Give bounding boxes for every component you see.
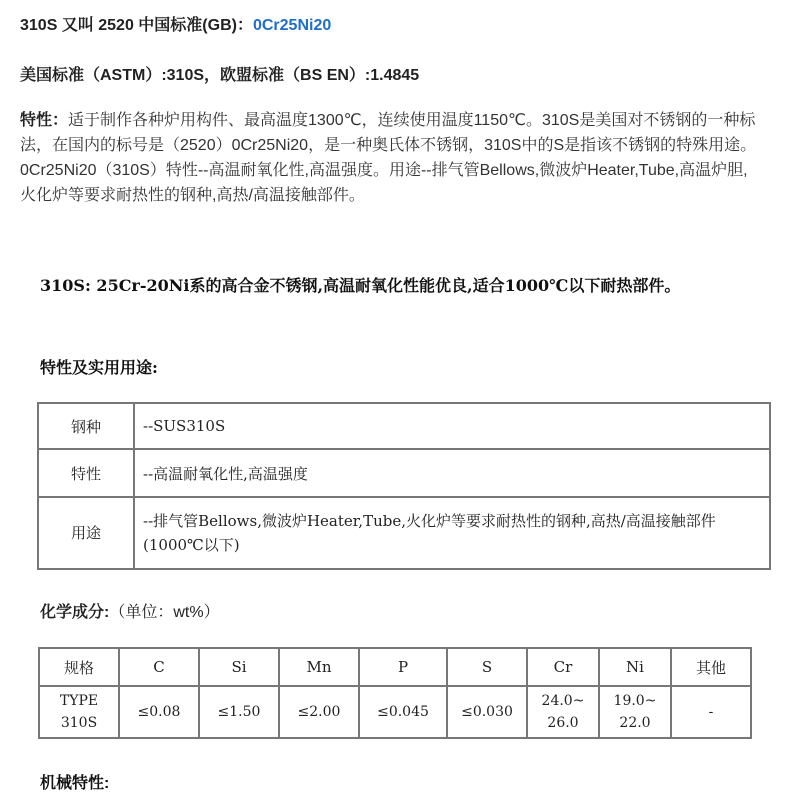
- characteristics-paragraph: [20, 108, 760, 208]
- column-header: S: [447, 648, 527, 686]
- property-value: --SUS310S: [134, 403, 770, 449]
- phosphorus-cell: ≤0.045: [359, 686, 447, 738]
- column-header: 其他: [671, 648, 751, 686]
- grade-designation-text: 310S 又叫 2520 中国标准(GB)：: [20, 17, 253, 34]
- chemical-composition-label: 化学成分:: [40, 604, 110, 621]
- table-row: [38, 449, 770, 497]
- chemical-composition-unit: （单位：wt%）: [109, 604, 220, 621]
- column-header: 规格: [39, 648, 119, 686]
- chemical-composition-table: [38, 647, 752, 739]
- table-header-row: [39, 648, 751, 686]
- column-header: Si: [199, 648, 279, 686]
- table-row: [38, 403, 770, 449]
- property-key: 用途: [38, 497, 134, 569]
- standards-line: 美国标准（ASTM）:310S，欧盟标准（BS EN）:1.4845: [20, 67, 420, 84]
- spec-line-2: 310S: [60, 715, 98, 731]
- column-header: Mn: [279, 648, 359, 686]
- nickel-max: 22.0: [619, 715, 651, 731]
- gb-grade-link[interactable]: 0Cr25Ni20: [252, 17, 332, 34]
- other-cell: -: [671, 686, 751, 738]
- characteristics-label: 特性: [20, 112, 53, 129]
- sulfur-cell: ≤0.030: [447, 686, 527, 738]
- nickel-cell: [599, 686, 671, 738]
- nickel-min: 19.0~: [613, 693, 657, 709]
- chromium-min: 24.0~: [541, 693, 585, 709]
- table-row: [38, 497, 770, 569]
- characteristics-colon: ：: [52, 112, 69, 129]
- summary-heading: 310S: 25Cr-20Ni系的高合金不锈钢,高温耐氧化性能优良,适合1000℃以下耐热部件。: [40, 276, 681, 295]
- property-key: 特性: [38, 449, 134, 497]
- spec-cell: [39, 686, 119, 738]
- column-header: Ni: [599, 648, 671, 686]
- chromium-max: 26.0: [547, 715, 579, 731]
- column-header: C: [119, 648, 199, 686]
- column-header: Cr: [527, 648, 599, 686]
- column-header: P: [359, 648, 447, 686]
- carbon-cell: ≤0.08: [119, 686, 199, 738]
- characteristics-text: 适于制作各种炉用构件、最高温度1300℃，连续使用温度1150℃。310S是美国对不锈钢的一种标法，在国内的标号是（2520）0Cr25Ni20，是一种奥氏体不锈钢，310S中的S是指该不锈钢的特殊用途。0Cr25Ni20（310S）特性--高温耐氧化性,高温强度。用途--排气管Bellows,微波炉Heater,Tube,高温炉胆,火化炉等要求耐热性的钢种,高热/高温接触部件。: [20, 112, 757, 204]
- usage-heading: 特性及实用用途:: [40, 358, 158, 377]
- mechanical-properties-heading: 机械特性:: [40, 775, 110, 792]
- grade-designation-line: [20, 12, 331, 35]
- spec-line-1: TYPE: [59, 693, 99, 709]
- chemical-composition-heading: [40, 599, 220, 622]
- property-value: --高温耐氧化性,高温强度: [134, 449, 770, 497]
- table-row: [39, 686, 751, 738]
- property-value: --排气管Bellows,微波炉Heater,Tube,火化炉等要求耐热性的钢种,高热/高温接触部件(1000℃以下): [134, 497, 770, 569]
- property-key: 钢种: [38, 403, 134, 449]
- properties-table: [37, 402, 771, 570]
- chromium-cell: [527, 686, 599, 738]
- silicon-cell: ≤1.50: [199, 686, 279, 738]
- manganese-cell: ≤2.00: [279, 686, 359, 738]
